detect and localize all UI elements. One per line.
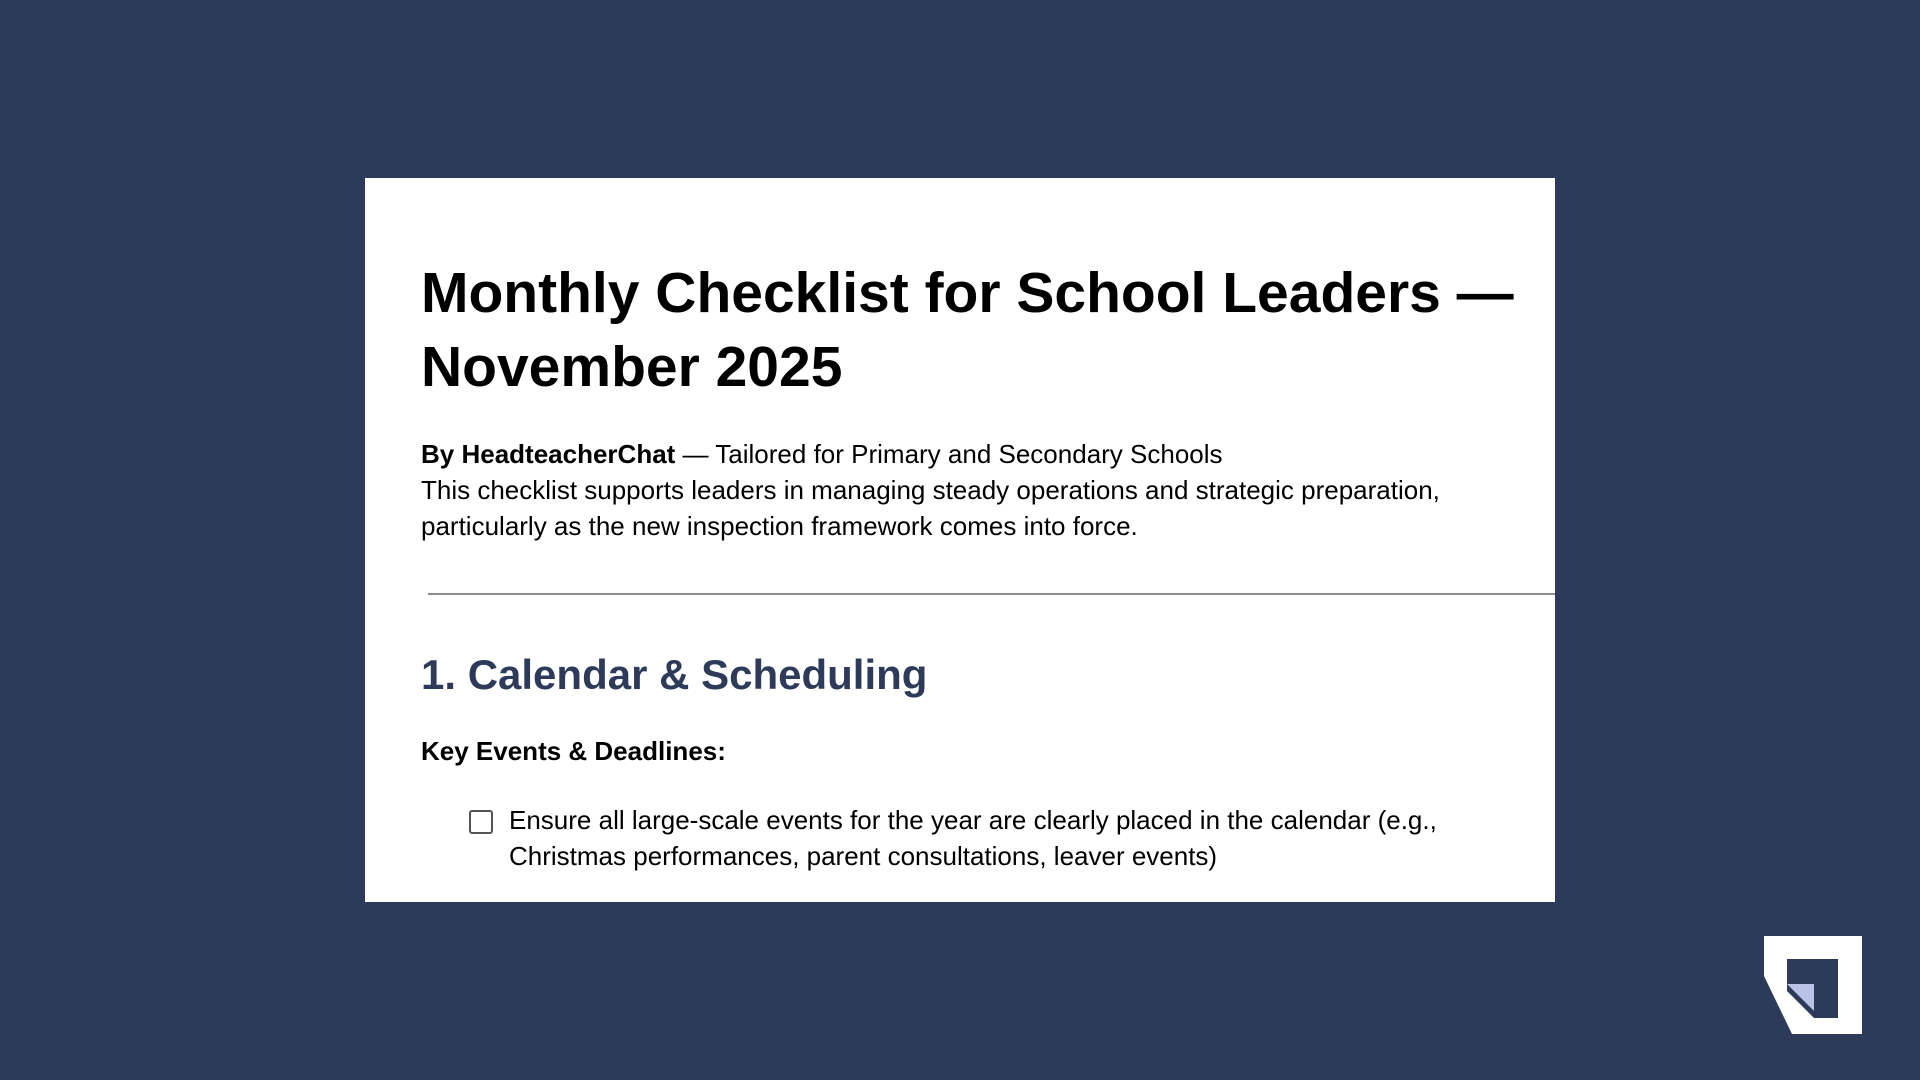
byline-block: [421, 436, 1521, 544]
checkbox-icon[interactable]: [469, 810, 493, 834]
section-heading: 1. Calendar & Scheduling: [421, 651, 928, 698]
checklist-item-text: Ensure all large-scale events for the year are clearly placed in the calendar (e.g., Christmas performances, parent consultations, leaver events): [509, 805, 1437, 871]
document-card: [365, 178, 1555, 902]
document-description: This checklist supports leaders in managing steady operations and strategic preparation, particularly as the new inspection framework comes into force.: [421, 475, 1440, 541]
document-title: Monthly Checklist for School Leaders — November 2025: [421, 261, 1514, 399]
section-subheading: Key Events & Deadlines:: [421, 736, 726, 766]
section-divider: [428, 593, 1555, 595]
brand-logo-icon: [1764, 936, 1862, 1034]
byline-tagline: — Tailored for Primary and Secondary Schools: [675, 439, 1223, 469]
checklist-item[interactable]: [469, 802, 1509, 874]
byline-author: By HeadteacherChat: [421, 439, 676, 469]
